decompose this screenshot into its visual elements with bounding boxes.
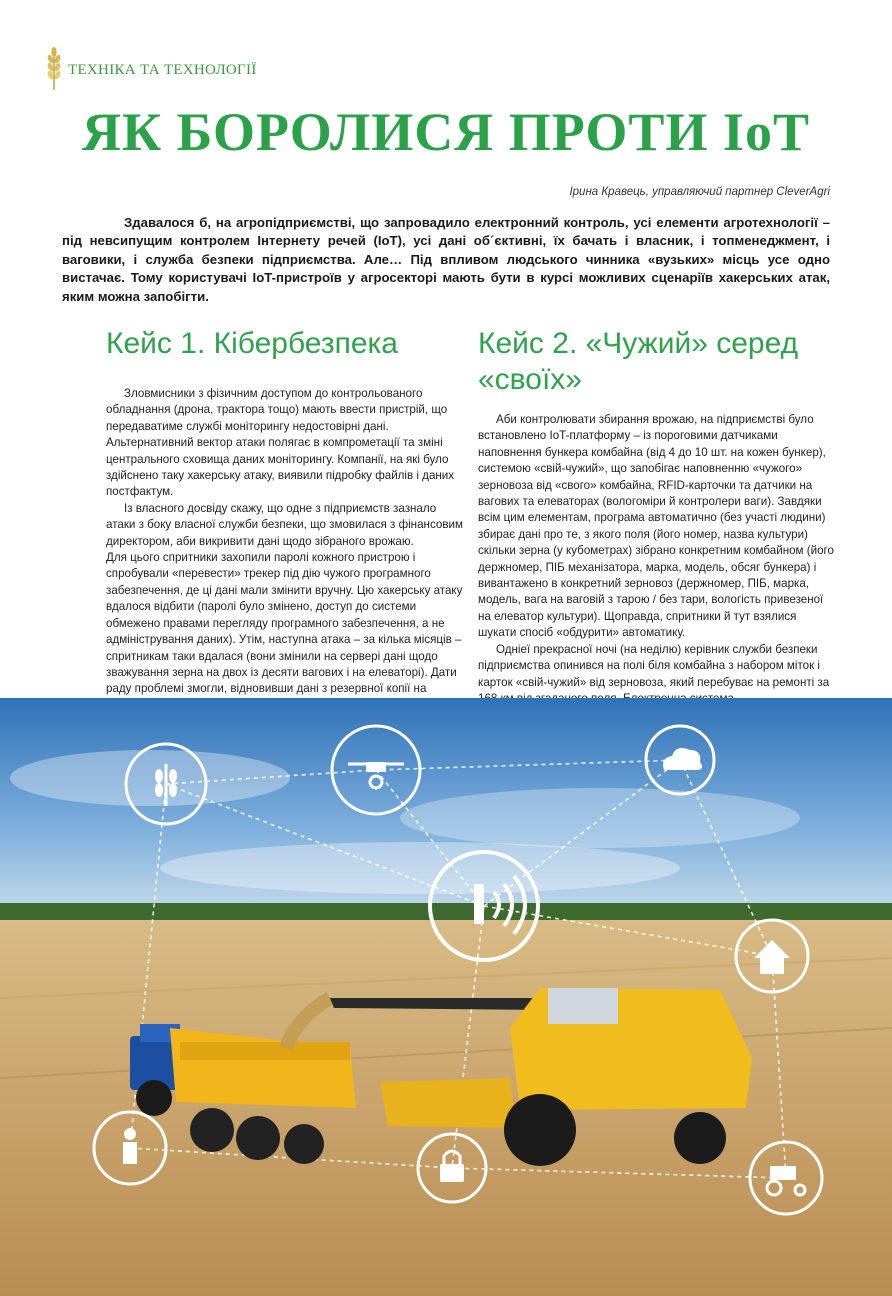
case1-paragraph: Для цього спритники захопили паролі кожного пристрою і спробували «перевести» трекер під дію чужого програмного забезпечення, де ці дані мали змінити вручну. Цю хакерську атаку вдалося відбити (паролі було змінено, доступ до системи обмежено правами перегляду програмного забезпечення, а не адміністрування даних). Утім, наступна атака – за кілька місяців – спритникам таки вдалася (вони змінили на сервері дані щодо зважування зерна на двох із десяти вагових і на елеваторі). Дати раду проблемі змогли, відновивши дані з резервної копії на [106, 551, 463, 696]
case1-paragraph: Із власного досвіду скажу, що одне з підприємств зазнало атаки з боку власної служби безпеки, що змовилася з фінансовим директором, аби викривити дані щодо зібраного врожаю. [106, 501, 463, 548]
case2-column [478, 326, 834, 696]
article-author: Ірина Кравець, управляючий партнер CleverAgri [569, 186, 830, 198]
wheat-icon [44, 46, 64, 90]
article-lead: Здавалося б, на агропідприємстві, що запровадило електронний контроль, усі елементи агротехнології – під невсипущим контролем Інтернету речей (IoT), усі дані об´єктивні, їх бачать і власник, і топменеджмент, і ваговики, і служба безпеки підприємства. Але… Під впливом людського чинника «вузьких» місць усе одно вистачає. Тому користувачі IoT-пристроїв у агросекторі мають бути в курсі можливих сценаріїв хакерських атак, яким можна запобігти. [62, 215, 830, 304]
case1-paragraph: Зловмисники з фізичним доступом до контрольованого обладнання (дрона, трактора тощо) мають ввести пристрій, що передаватиме службі моніторингу недостовірні дані. Альтернативний вектор атаки полягає в компрометації та зміні центрального сховища даних моніторингу. Компанії, на які було здійснено таку хакерську атаку, виявили підробку файлів і даних постфактум. [106, 387, 455, 499]
section-title: ТЕХНІКА ТА ТЕХНОЛОГІЇ [68, 61, 257, 78]
case1-body [106, 386, 466, 714]
case1-column [106, 326, 466, 714]
harvest-illustration [0, 698, 892, 1296]
case2-paragraph: Одніеї прекрасної ночі (на неділю) керівник служби безпеки підприємства опинився на полі біля комбайна з набором міток і карток «свій-чужий» від зерновоза, який перебуває на ремонті за [478, 642, 830, 689]
case2-title: Кейс 2. «Чужий» серед «своїх» [478, 327, 799, 396]
case2-paragraph: Аби контролювати збирання врожаю, на підприємстві було встановлено IoT-платформу – із пороговими датчиками наповнення бункера комбайна (від 4 до 10 шт. на кожен бункер), системою «свій-чужий», що запобігає наповненню «чужого» зерновоза від «свого» комбайна, RFID-карточки та датчики на вагових та елеваторах (вологоміри й контролери ваги). Завдяки всім цим елементам, програма автоматично (без участі людини) збирає дані про те, з якого поля (його номер, назва культури) скільки зерна (у кубометрах) зібрано конкретним комбайном (його держномер, ПІБ механізатора, марка, модель, обсяг бункера) і вивантажено в конкретний зерновоз (держномер, ПІБ, марка, модель, вага на ваговій з тарою / без тари, вологість привезеної на елеватор культури). Щоправда, спритники й тут взялися шукати спосіб «обдурити» автоматику. [478, 413, 834, 640]
section-header [44, 46, 257, 90]
case1-title: Кейс 1. Кібербезпека [106, 327, 398, 360]
article-title: ЯК БОРОЛИСЯ ПРОТИ IoT [82, 102, 810, 162]
harvest-photo [0, 698, 892, 1296]
case2-body [478, 412, 834, 696]
